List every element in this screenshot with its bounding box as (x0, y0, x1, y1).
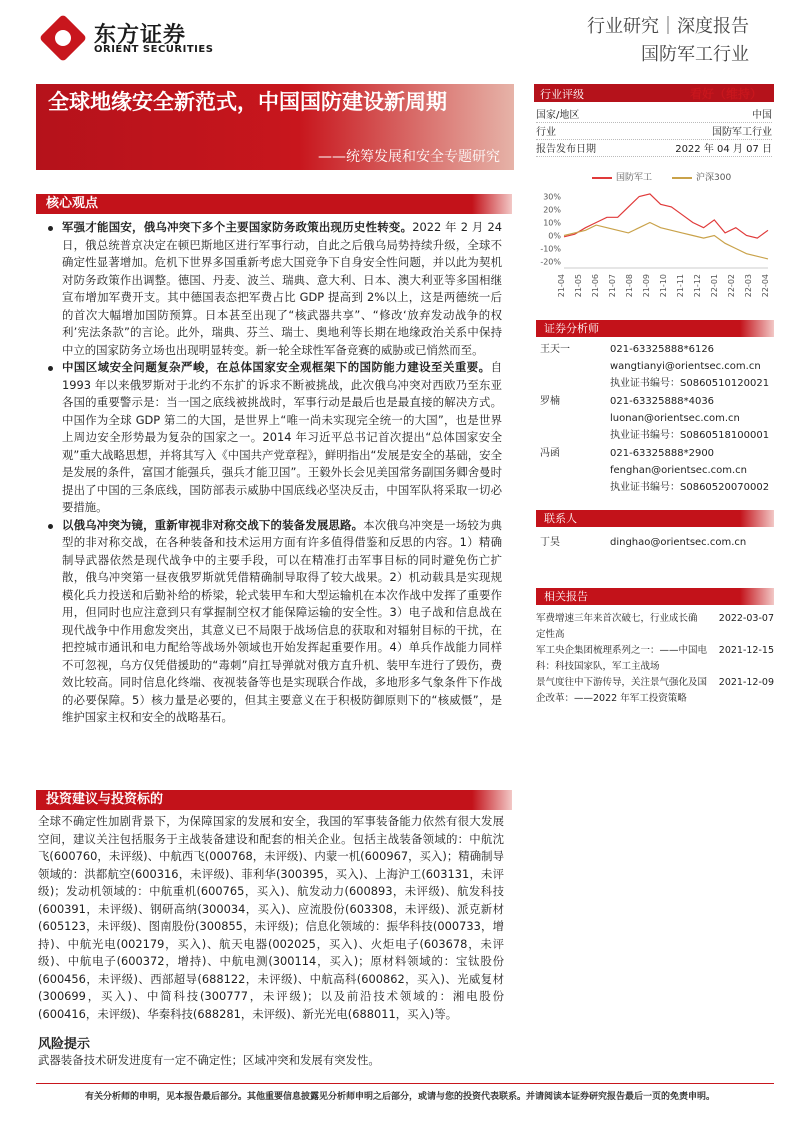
bullet-icon (48, 226, 53, 231)
series-line-hs300 (564, 223, 768, 259)
info-key: 报告发布日期 (536, 144, 596, 155)
info-row-date (536, 140, 772, 157)
related-report-3[interactable] (536, 675, 774, 709)
analyst-cert: 执业证书编号：S0860520070002 (610, 482, 770, 493)
contact-name: 丁昊 (540, 537, 560, 548)
performance-chart (534, 168, 774, 318)
x-tick-label: 21-10 (659, 274, 668, 298)
orient-logo-icon (39, 14, 87, 62)
x-tick-label: 22-02 (727, 274, 736, 298)
report-type: 行业研究｜深度报告 (587, 16, 749, 37)
x-tick-label: 21-06 (591, 274, 600, 298)
bullet-icon (48, 524, 53, 529)
x-tick-label: 22-04 (761, 274, 770, 298)
related-title[interactable]: 军工央企集团梳理系列之一：——中国电科：科技国家队，军工主战场 (536, 645, 708, 672)
rating-label: 行业评级 (540, 88, 584, 101)
x-tick-label: 21-04 (557, 274, 566, 298)
legend-defense: 国防军工 (592, 170, 652, 183)
y-tick-label: 0% (548, 231, 561, 241)
x-tick-label: 21-08 (625, 274, 634, 298)
logo-en: ORIENT SECURITIES (94, 44, 214, 55)
section-core: 核心观点 (36, 194, 512, 214)
section-related: 相关报告 (536, 588, 774, 605)
info-value: 国防军工行业 (712, 127, 772, 138)
core-point-2 (62, 359, 502, 517)
footer-divider (36, 1083, 774, 1084)
chart-svg (534, 182, 774, 318)
analyst-phone: 021-63325888*2900 (610, 448, 715, 459)
analyst-phone: 021-63325888*4036 (610, 396, 715, 407)
info-key: 行业 (536, 127, 556, 138)
core-point-3 (62, 517, 502, 727)
info-row-industry (536, 123, 772, 140)
analyst-email[interactable]: luonan@orientsec.com.cn (610, 413, 740, 424)
core-point-1 (62, 219, 502, 359)
x-tick-label: 21-05 (574, 274, 583, 298)
section-analysts: 证券分析师 (536, 320, 774, 337)
y-tick-label: -10% (540, 244, 561, 254)
y-tick-label: 10% (543, 218, 561, 228)
analyst-cert: 执业证书编号：S0860518100001 (610, 430, 770, 441)
related-report-1[interactable] (536, 611, 774, 645)
report-title: 全球地缘安全新范式，中国国防建设新周期 (48, 90, 447, 114)
lead-text: 军强才能国安，俄乌冲突下多个主要国家防务政策出现历史性转变。 (62, 220, 413, 234)
series-line-defense (564, 194, 768, 238)
x-tick-label: 21-07 (608, 274, 617, 298)
info-value: 中国 (752, 110, 772, 121)
section-contacts: 联系人 (536, 510, 774, 527)
analyst-email[interactable]: fenghan@orientsec.com.cn (610, 465, 747, 476)
x-tick-label: 21-09 (642, 274, 651, 298)
risk-text: 武器装备技术研发进度有一定不确定性；区域冲突和发展有突发性。 (38, 1053, 380, 1067)
analyst-cert: 执业证书编号：S0860510120021 (610, 378, 770, 389)
logo-cn: 东方证券 (94, 23, 187, 48)
related-title[interactable]: 军费增速三年来首次破七，行业成长确定性高 (536, 613, 698, 640)
lead-text: 中国区域安全问题复杂严峻，在总体国家安全观框架下的国防能力建设至关重要。 (62, 360, 491, 374)
industry-title: 国防军工行业 (641, 44, 749, 65)
y-tick-label: -20% (540, 257, 561, 267)
related-report-2[interactable] (536, 643, 774, 677)
point-text: 本次俄乌冲突是一场较为典型的非对称交战，在各种装备和技术运用方面有许多值得借鉴和反思的内容。1）精确制导武器依然是现代战争中的主要手段，可以在精准打击军事目标的同时避免伤亡扩散，俄乌冲突第一昼夜俄罗斯就凭借精确制导取得了较大战果。2）机动载具是实现规模化兵力投送和后勤补给的桥梁，轮式装甲车和大型运输机在本次作战中发挥了重要作用，但同时也应注意到只有掌握制空权才能保障运输的安全性。3）电子战和信息战在现代战争中作用愈发突出，其意义已不局限于战场信息的获取和对辐射目标的干扰，在把控城市通讯和电力配给等战场外领域也开始发挥起重要作用。4）单兵作战能力同样不可忽视，乌方仅凭借援助的“毒刺”肩扛导弹就对俄方直升机、装甲车进行了毁伤，费效比较高。同时信息化终端、夜视装备等也是实现联合作战，多地形多气象条件下作战的必要保障。5）核力量是必要的，但其主要意义在于积极防御原则下的“核威慑”，是维护国家主权和安全的战略基石。 (62, 517, 502, 724)
analyst-name: 冯函 (540, 448, 560, 459)
point-text: 自 1993 年以来俄罗斯对于北约不东扩的诉求不断被挑战，此次俄乌冲突对西欧乃至东亚各国的重要警示是：当一国之底线被挑战时，军事行动是最后也是最直接的解决方式。中国作为全球 GDP 第二的大国，是世界上“唯一尚未实现完全统一的大国”，也是世界上周边安全形势最为复杂的国家之一。2014 年习近平总书记首次提出“总体国家安全观”重大战略思想，并将其写入《中国共产党章程》，鲜明指出“发展是安全的基础，安全是发展的条件，富国才能强兵，强兵才能卫国”。王毅外长会见美国常务副国务卿舍曼时提出了中国的三条底线，国防部表示威胁中国底线必坚决反击，中国军队将采取一切必要措施。 (62, 360, 502, 514)
y-tick-label: 20% (543, 205, 561, 215)
section-risk: 风险提示 (38, 1037, 91, 1052)
related-date: 2021-12-09 (718, 677, 774, 688)
related-date: 2022-03-07 (718, 613, 774, 624)
core-points (62, 219, 502, 727)
x-tick-label: 22-01 (710, 274, 719, 298)
legend-hs300: 沪深300 (672, 170, 731, 183)
x-tick-label: 21-12 (693, 274, 702, 298)
lead-text: 以俄乌冲突为镜，重新审视非对称交战下的装备发展思路。 (62, 517, 364, 532)
info-row-region (536, 106, 772, 123)
analyst-phone: 021-63325888*6126 (610, 344, 715, 355)
info-value: 2022 年 04 月 07 日 (675, 144, 772, 155)
section-invest: 投资建议与投资标的 (36, 790, 512, 810)
report-subtitle: ——统筹发展和安全专题研究 (318, 149, 500, 165)
y-tick-label: 30% (543, 192, 561, 202)
analyst-name: 罗楠 (540, 396, 560, 407)
rating-value: 看好（维持） (690, 87, 763, 101)
point-text: 2022 年 2 月 24 日，俄总统普京决定在顿巴斯地区进行军事行动，自此之后俄乌局势持续升级，全球不确定性显著增加。危机下世界多国重新考虑大国竞争下自身安全性问题，并以此为契机对防务政策作出调整。德国、丹麦、波兰、瑞典、意大利、日本、澳大利亚等多国相继宣布增加军费开支。其中德国表态把军费占比 GDP 提高到 2%以上，这是两德统一后的首次大幅增加国防预算。日本甚至出现了“核武器共享”、“修改‘放弃发动战争的权利’宪法条款”的言论。此外，瑞典、芬兰、瑞士、奥地利等长期在地缘政治关系中保持中立的国家防务立场也出现明显转变。新一轮全球性军备竞赛的威胁或已悄然而至。 (62, 220, 502, 357)
title-banner (36, 84, 514, 170)
x-tick-label: 22-03 (744, 274, 753, 298)
bullet-icon (48, 366, 53, 371)
invest-text: 全球不确定性加剧背景下，为保障国家的发展和安全，我国的军事装备能力依然有很大发展空间，建议关注包括服务于主战装备建设和配套的相关企业。包括主战装备领域的：中航沈飞(600760，未评级)、中航西飞(000768，未评级)、内蒙一机(600967，买入)；精确制导领域的：洪都航空(600316，未评级)、菲利华(300395，买入)、上海沪工(603131，未评级)；发动机领域的：中航重机(600765，买入)、航发动力(600893，未评级)、航发科技(600391，未评级)、钢研高纳(300034，买入)、应流股份(603308，未评级)、派克新材(605123，未评级)、图南股份(300855，未评级)；信息化领域的：振华科技(000733，增持)、中航光电(002179，买入)、航天电器(002025，买入)、火炬电子(603678，未评级)、中航电子(600372，增持)、中航电测(300114，买入)；原材料领域的：宝钛股份(600456，未评级)、西部超导(688122，未评级)、中航高科(600862，买入)、光威复材(300699，买入)、中简科技(300777，未评级)；以及前沿技术领域的：湘电股份(600416，未评级)、华秦科技(688281，未评级)、新光光电(688011，买入)等。 (38, 814, 504, 1021)
related-date: 2021-12-15 (718, 645, 774, 656)
analyst-3 (540, 446, 772, 494)
analyst-1 (540, 342, 772, 390)
analyst-2 (540, 394, 772, 442)
x-tick-label: 21-11 (676, 274, 685, 298)
analyst-email[interactable]: wangtianyi@orientsec.com.cn (610, 361, 761, 372)
analyst-name: 王天一 (540, 344, 570, 355)
info-key: 国家/地区 (536, 110, 580, 121)
contact-email[interactable]: dinghao@orientsec.com.cn (610, 537, 747, 548)
related-title[interactable]: 景气度往中下游传导，关注景气强化及国企改革：——2022 年军工投资策略 (536, 677, 708, 704)
footer-disclaimer: 有关分析师的申明，见本报告最后部分。其他重要信息披露见分析师申明之后部分，或请与您的投资代表联系。并请阅读本证券研究报告最后一页的免责申明。 (84, 1092, 715, 1102)
contact-1 (540, 535, 772, 551)
